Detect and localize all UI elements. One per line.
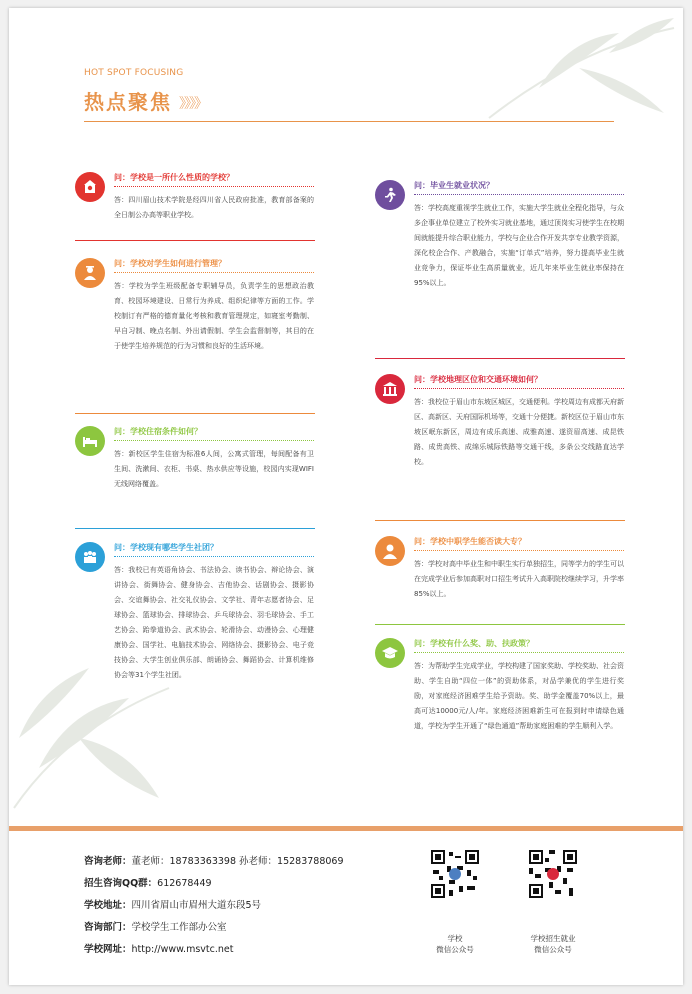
building-icon (375, 374, 405, 404)
footer-label: 学校地址： (84, 900, 132, 911)
faq-answer: 答：学校高度重视学生就业工作，实施大学生就业全程化指导，与众多企事业单位建立了校外实习就业基地，通过顶岗实习使学生在校期间就能提升综合职业能力，学校与企业合作开发共享专业教学资源，深化校企合作、产教融合，实施“订单式”培养，努力提高毕业生就业竞争力，保证毕业生高质量就业，近几年来毕业生就业率保持在95%以上。 (414, 204, 624, 287)
bed-icon (75, 426, 105, 456)
school-bell-icon (75, 172, 105, 202)
footer-label: 学校网址： (84, 944, 132, 955)
faq-card-location (375, 374, 625, 514)
section-divider (75, 240, 315, 241)
question-underline (114, 440, 314, 441)
section-divider (375, 358, 625, 359)
question-underline (414, 652, 624, 653)
brochure-page (9, 8, 683, 985)
department-name: 学校学生工作部办公室 (131, 922, 227, 933)
faq-answer: 答：为帮助学生完成学业，学校构建了国家奖助、学校奖助、社会资助、学生自助“四位一体”的资助体系，对品学兼优的学生进行奖励，对家庭经济困难学生给予资助。奖、助学金覆盖70%以上，最高可达10000元/人/年。家庭经济困难新生可在报到时申请绿色通道，学校为学生开通了“绿色通道”帮助家庭困难的学生顺利入学。 (414, 662, 624, 730)
faq-question: 问：学校现有哪些学生社团？ (114, 543, 218, 552)
faq-question: 问：学校有什么奖、助、扶政策？ (414, 639, 534, 648)
runner-icon (375, 180, 405, 210)
qr-label-wechat-admissions (513, 933, 593, 955)
qr-label-line: 学校 (447, 934, 463, 943)
question-underline (114, 272, 314, 273)
contact-phones: 董老师：18783363398 孙老师：15283788069 (131, 856, 344, 867)
faq-answer: 答：我校位于眉山市东坡区城区，交通便利。学校周边有成都天府新区、高新区、天府国际机场等，交通十分便捷。新校区位于眉山市东坡区岷东新区，周边有成乐高速、成雅高速、遂资眉高速、成昆铁路、成贵高铁、成绵乐城际铁路等交通干线，多条公交线路直达学校。 (414, 398, 624, 466)
faq-question: 问：学校住宿条件如何？ (114, 427, 202, 436)
qr-label-line: 微信公众号 (534, 945, 572, 954)
faq-card-student-clubs (75, 542, 315, 742)
faq-card-school-nature (75, 172, 315, 242)
qq-group-number: 612678449 (157, 878, 212, 889)
footer-divider (9, 826, 683, 831)
faq-question: 问：学校中职学生能否读大专？ (414, 537, 526, 546)
student-icon (75, 258, 105, 288)
faq-question: 问：学校对学生如何进行管理？ (114, 259, 226, 268)
faq-card-accommodation (75, 426, 315, 526)
footer-contact (84, 853, 344, 867)
title-chevrons: 》》》》 (179, 96, 206, 112)
question-underline (414, 550, 624, 551)
qr-code-wechat-admissions[interactable] (527, 848, 579, 900)
faq-card-student-management (75, 258, 315, 408)
graduation-cap-icon (375, 638, 405, 668)
qr-label-line: 学校招生就业 (530, 934, 576, 943)
qr-label-line: 微信公众号 (436, 945, 474, 954)
question-underline (114, 186, 314, 187)
footer-department (84, 919, 227, 933)
faq-question: 问：学校地理区位和交通环境如何？ (414, 375, 542, 384)
footer-address (84, 897, 261, 911)
faq-answer: 答：四川眉山技术学院是经四川省人民政府批准，教育部备案的全日制公办高等职业学校。 (114, 196, 314, 219)
bamboo-leaves-decoration-top (479, 18, 679, 138)
qr-label-wechat-school (419, 933, 491, 955)
group-icon (75, 542, 105, 572)
faq-card-college-upgrade (375, 536, 625, 616)
section-eyebrow: HOT SPOT FOCUSING (84, 68, 184, 78)
faq-question: 问：学校是一所什么性质的学校？ (114, 173, 234, 182)
section-divider (75, 413, 315, 414)
section-divider (375, 520, 625, 521)
faq-card-financial-aid (375, 638, 625, 788)
section-divider (375, 624, 625, 625)
section-divider (75, 528, 315, 529)
question-underline (114, 556, 314, 557)
faq-card-employment (375, 180, 625, 350)
faq-answer: 答：我校已有英语角协会、书法协会、读书协会、辩论协会、演讲协会、街舞协会、健身协会、吉他协会、话剧协会、摄影协会、交谊舞协会、社交礼仪协会、文学社、青年志愿者协会、足球协会、篮球协会、排球协会、乒乓球协会、羽毛球协会、手工艺协会、跆拳道协会、武术协会、轮滑协会、动漫协会、心理健康协会、国学社、电脑技术协会、网络协会、摄影协会、电子竞技协会、大学生创业俱乐部、朗诵协会、舞蹈协会、计算机维修协会等31个学生社团。 (114, 566, 314, 679)
section-title: 热点聚焦 (84, 90, 172, 114)
faq-answer: 答：新校区学生住宿为标准6人间，公寓式管理，每间配备有卫生间、洗漱间、衣柜、书桌、热水供应等设施，校园内实现WIFI无线网络覆盖。 (114, 450, 314, 488)
person-icon (375, 536, 405, 566)
faq-answer: 答：学校为学生班级配备专职辅导员，负责学生的思想政治教育、校园环境建设、日常行为养成、组织纪律等方面的工作。学校制订有严格的德育量化考核和教育管理规定，如寝室考勤制、早自习制、晚点名制、外出请假制、学生会监督制等，其目的在于使学生培养规范的行为习惯和良好的生活环境。 (114, 282, 314, 350)
footer-website (84, 941, 233, 955)
qr-code-wechat-school[interactable] (429, 848, 481, 900)
faq-answer: 答：学校对高中毕业生和中职生实行单独招生，同等学力的学生可以在完成学业后参加高职对口招生考试升入高职院校继续学习，升学率85%以上。 (414, 560, 624, 598)
title-divider (84, 121, 614, 122)
website-link[interactable]: http://www.msvtc.net (131, 944, 234, 955)
footer-label: 咨询老师： (84, 856, 132, 867)
question-underline (414, 194, 624, 195)
footer-label: 咨询部门： (84, 922, 132, 933)
question-underline (414, 388, 624, 389)
school-address: 四川省眉山市眉州大道东段5号 (131, 900, 262, 911)
footer-label: 招生咨询QQ群： (84, 878, 158, 889)
faq-question: 问：毕业生就业状况？ (414, 181, 494, 190)
footer-qq (84, 875, 212, 889)
